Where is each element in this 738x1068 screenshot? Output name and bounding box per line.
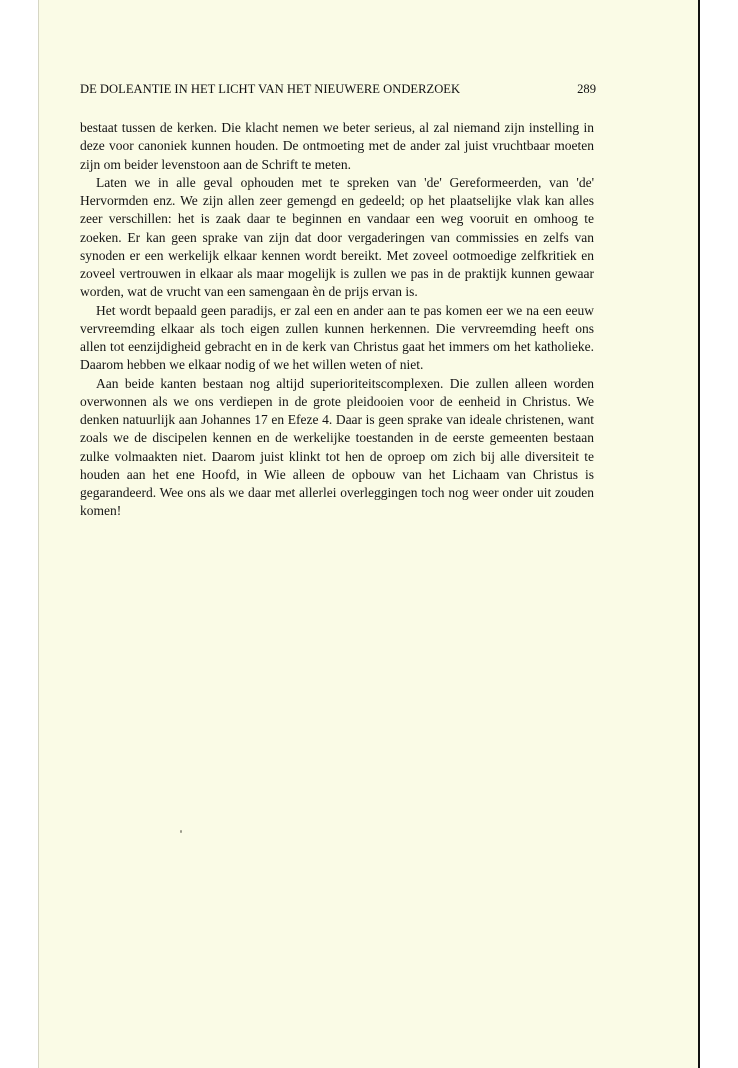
scan-speck xyxy=(180,830,182,833)
paragraph-3: Het wordt bepaald geen paradijs, er zal een en ander aan te pas komen eer we na een eeuw vervreemding elkaar als toch eigen zullen kunnen herkennen. Die vervreemding heeft ons allen tot eenzijdigheid gebracht en in de kerk van Christus gaat het immers om het katholieke. Daarom hebben we elkaar nodig of we het willen weten of niet. xyxy=(80,302,594,373)
paragraph-2: Laten we in alle geval ophouden met te spreken van 'de' Gereformeerden, van 'de' Hervormden enz. We zijn allen zeer gemengd en gedeeld; op het plaatselijke vlak kan alles zeer verschillen: het is zaak daar te beginnen en vandaar een weg vooruit en omhoog te zoeken. Er kan geen sprake van zijn dat door vergaderingen van commissies en zelfs van synoden er een werkelijk elkaar kennen wordt bereikt. Met zoveel ootmoedige zelfkritiek en zoveel vertrouwen in elkaar als maar mogelijk is zullen we pas in de praktijk kunnen gewaar worden, wat de vrucht van een samengaan èn de prijs ervan is. xyxy=(80,174,594,300)
page-right-edge xyxy=(698,0,700,1068)
running-header xyxy=(80,82,596,100)
page-left-edge xyxy=(38,0,39,1068)
paragraph-4: Aan beide kanten bestaan nog altijd superioriteitscomplexen. Die zullen alleen worden overwonnen als we ons verdiepen in de grote pleidooien voor de eenheid in Christus. We denken natuurlijk aan Johannes 17 en Efeze 4. Daar is geen sprake van ideale christenen, want zoals we de discipelen kennen en de werkelijke toestanden in de eerste gemeenten bestaan zulke volmaakten niet. Daarom juist klinkt tot hen de oproep om zich bij alle diversiteit te houden aan het ene Hoofd, in Wie alleen de opbouw van het Lichaam van Christus is gegarandeerd. Wee ons als we daar met allerlei overleggingen toch nog weer onder uit zouden komen! xyxy=(80,375,594,519)
page-number: 289 xyxy=(577,82,596,96)
running-title: DE DOLEANTIE IN HET LICHT VAN HET NIEUWERE ONDERZOEK xyxy=(80,82,461,96)
body-text xyxy=(80,119,594,521)
paragraph-1: bestaat tussen de kerken. Die klacht nemen we beter serieus, al zal niemand zijn instelling in deze voor canoniek kunnen houden. De ontmoeting met de ander zal juist vruchtbaar moeten zijn om beider levenstoon aan de Schrift te meten. xyxy=(80,120,594,172)
